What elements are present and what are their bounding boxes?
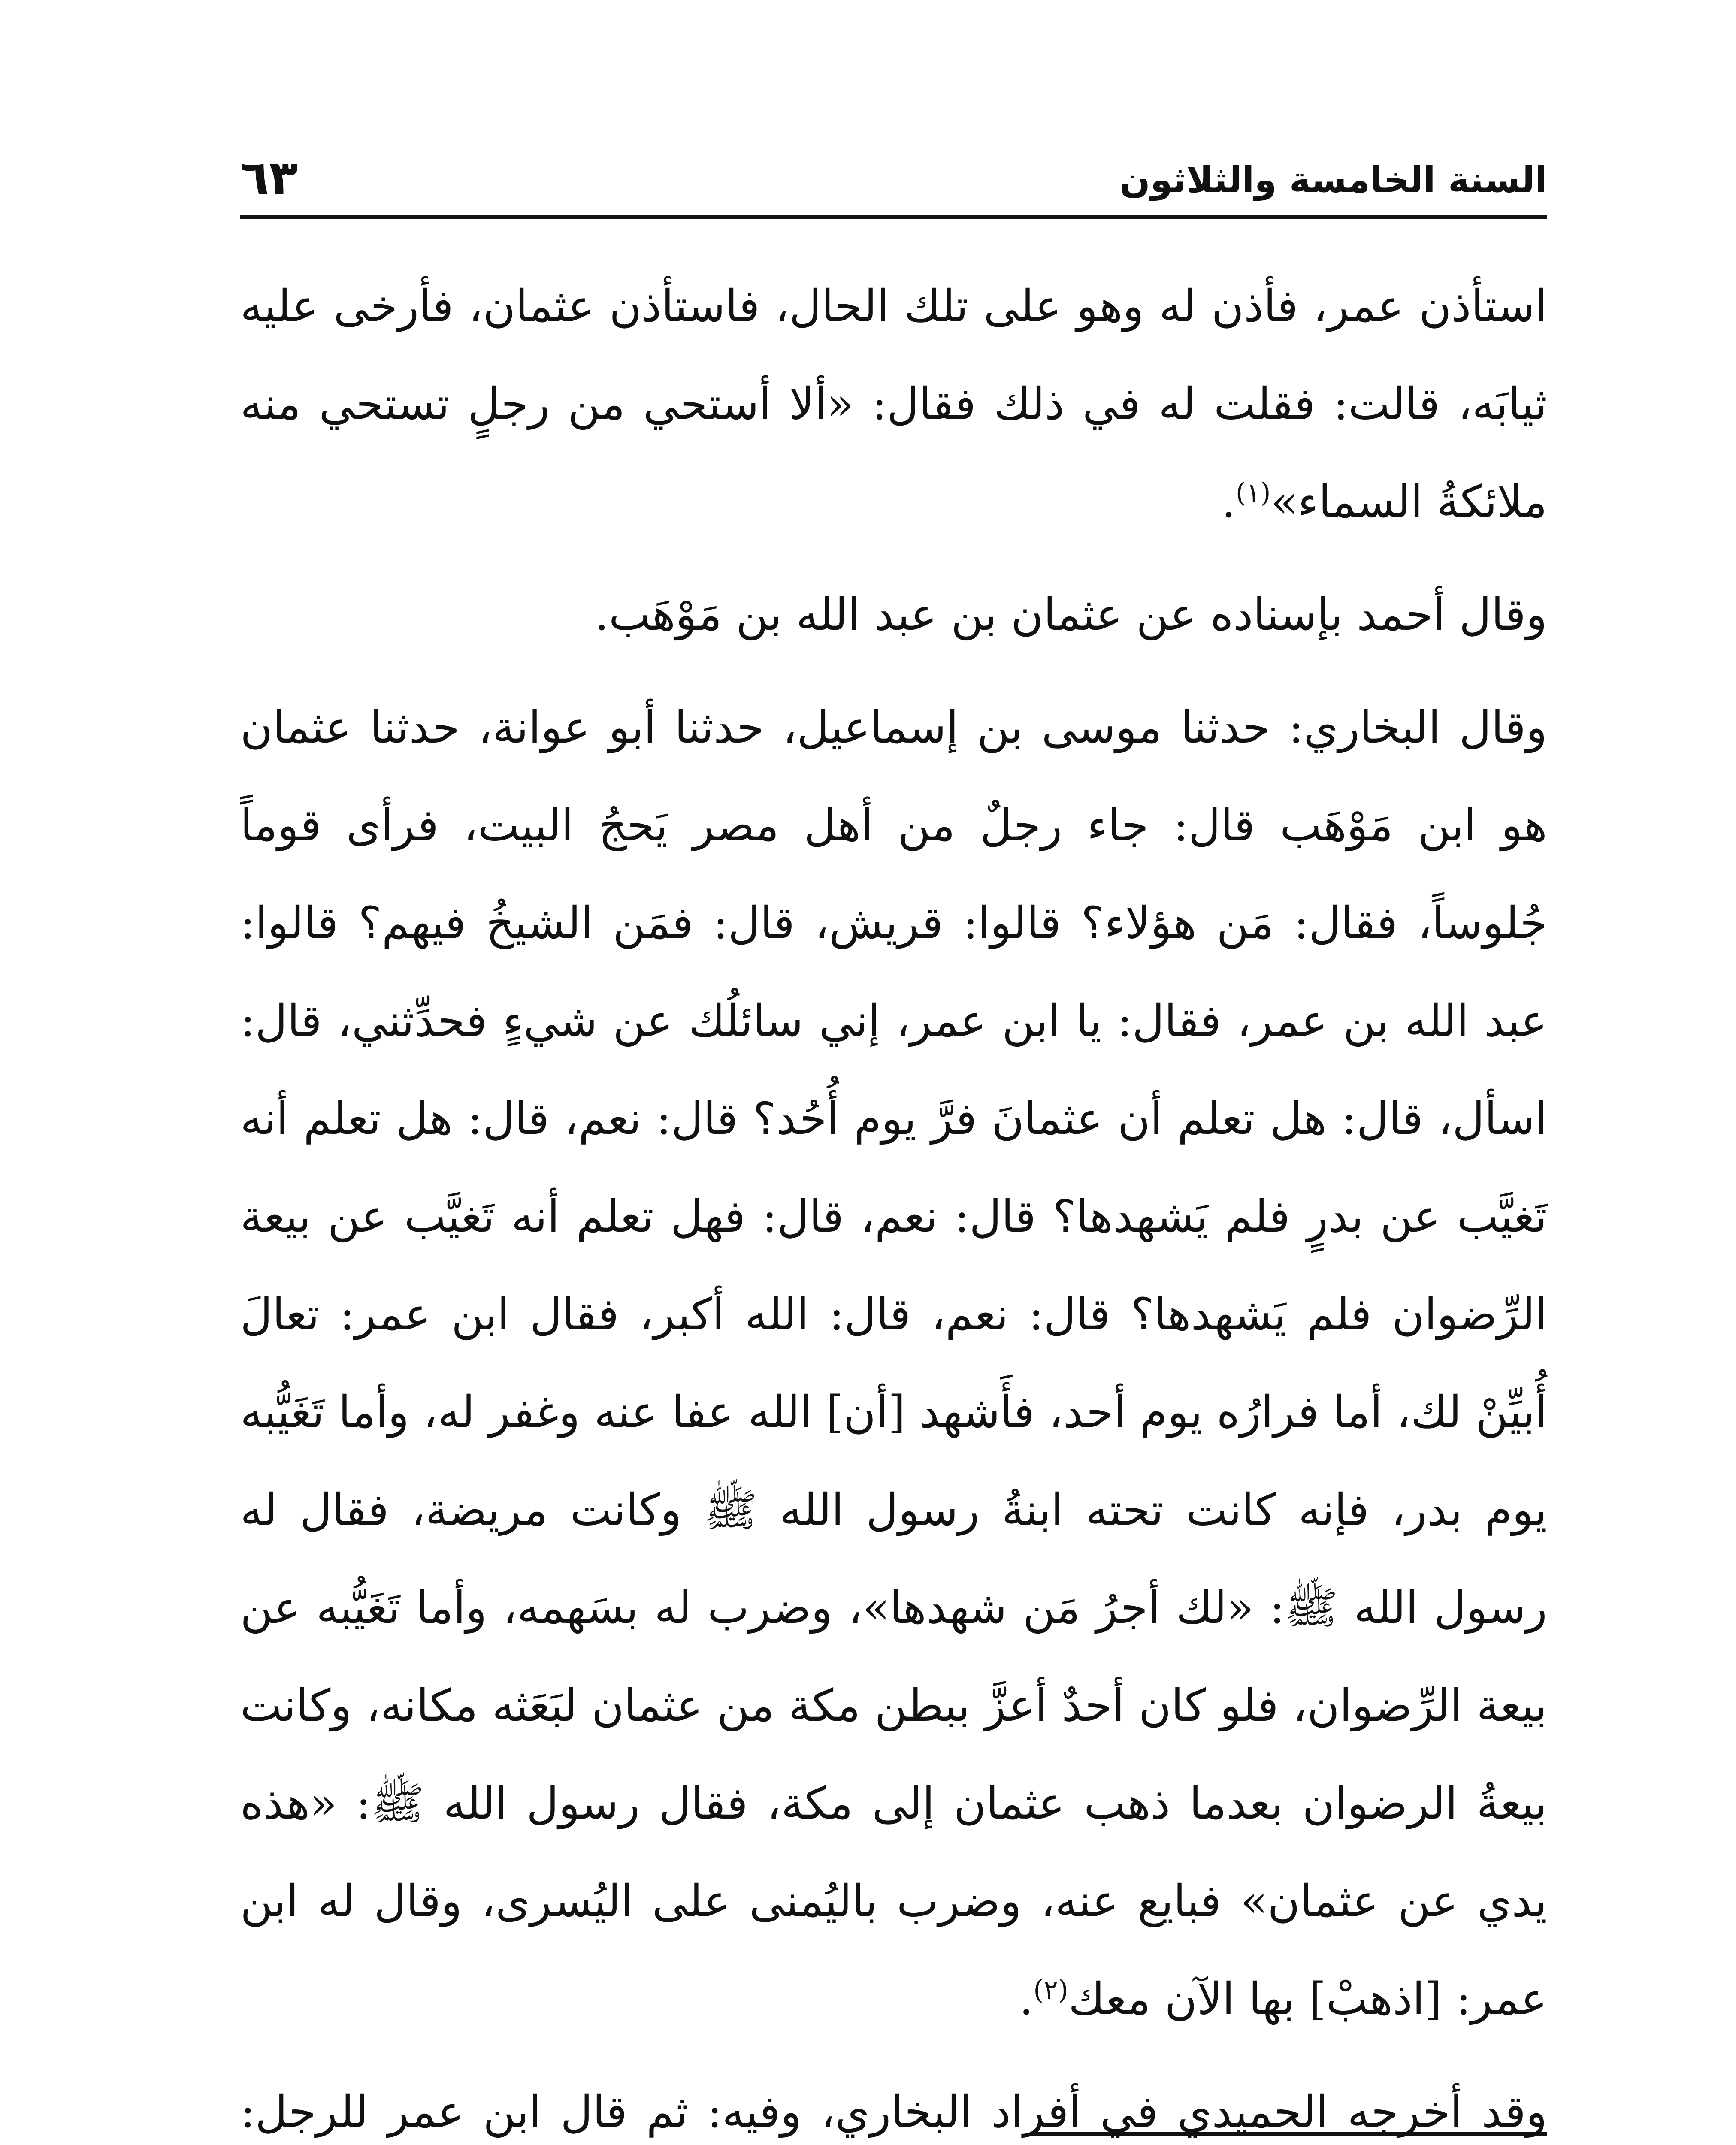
running-header xyxy=(240,142,1547,219)
main-text xyxy=(240,257,1547,2145)
paragraph xyxy=(240,679,1547,2048)
paragraph-text: استأذن عمر، فأذن له وهو على تلك الحال، فاستأذن عثمان، فأرخى عليه ثيابَه، قالت: فقلت له في ذلك فقال: «ألا أستحي من رجلٍ تستحي منه ملائكةُ السماء» xyxy=(240,281,1547,528)
paragraph-text: وقال أحمد بإسناده عن عثمان بن عبد الله بن مَوْهَب. xyxy=(594,589,1547,640)
footnote-separator xyxy=(1032,2132,1547,2136)
footnote-marker: (٢) xyxy=(1033,1974,1068,2006)
paragraph-text: وقد أخرجه الحميدي في أفراد البخاري، وفيه: ثم قال ابن عمر للرجل: xyxy=(240,2086,1547,2138)
paragraph xyxy=(240,257,1547,551)
footnote-marker: (١) xyxy=(1235,477,1271,508)
page-number: ٦٣ xyxy=(240,150,298,205)
paragraph-end: . xyxy=(1019,1973,1034,2025)
header-title: السنة الخامسة والثلاثون xyxy=(1119,159,1547,201)
paragraph xyxy=(240,566,1547,664)
paragraph-end: . xyxy=(1222,476,1236,528)
paragraph-text: وقال البخاري: حدثنا موسى بن إسماعيل، حدثنا أبو عوانة، حدثنا عثمان هو ابن مَوْهَب قال: جاء رجلٌ من أهل مصر يَحجُ البيت، فرأى قوماً جُلوساً، فقال: مَن هؤلاء؟ قالوا: قريش، قال: فمَن الشيخُ فيهم؟ قالوا: عبد الله بن عمر، فقال: يا ابن عمر، إني سائلُك عن شيءٍ فحدِّثني، قال: اسأل، قال: هل تعلم أن عثمانَ فرَّ يوم أُحُد؟ قال: نعم، قال: هل تعلم أنه تَغيَّب عن بدرٍ فلم يَشهدها؟ قال: نعم، قال: فهل تعلم أنه تَغيَّب عن بيعة الرِّضوان فلم يَشهدها؟ قال: نعم، قال: الله أكبر، فقال ابن عمر: تعالَ أُبيِّنْ لك، أما فرارُه يوم أحد، فأَشهد [أن] الله عفا عنه وغفر له، وأما تَغَيُّبه يوم بدر، فإنه كانت تحته ابنةُ رسول الله ﷺ وكانت مريضة، فقال له رسول الله ﷺ: «لك أجرُ مَن شهدها»، وضرب له بسَهمه، وأما تَغَيُّبه عن بيعة الرِّضوان، فلو كان أحدٌ أعزَّ ببطن مكة من عثمان لبَعَثه مكانه، وكانت بيعةُ الرضوان بعدما ذهب عثمان إلى مكة، فقال رسول الله ﷺ: «هذه يدي عن عثمان» فبايع عنه، وضرب باليُمنى على اليُسرى، وقال له ابن عمر: [اذهبْ] بها الآن معك xyxy=(240,702,1547,2025)
